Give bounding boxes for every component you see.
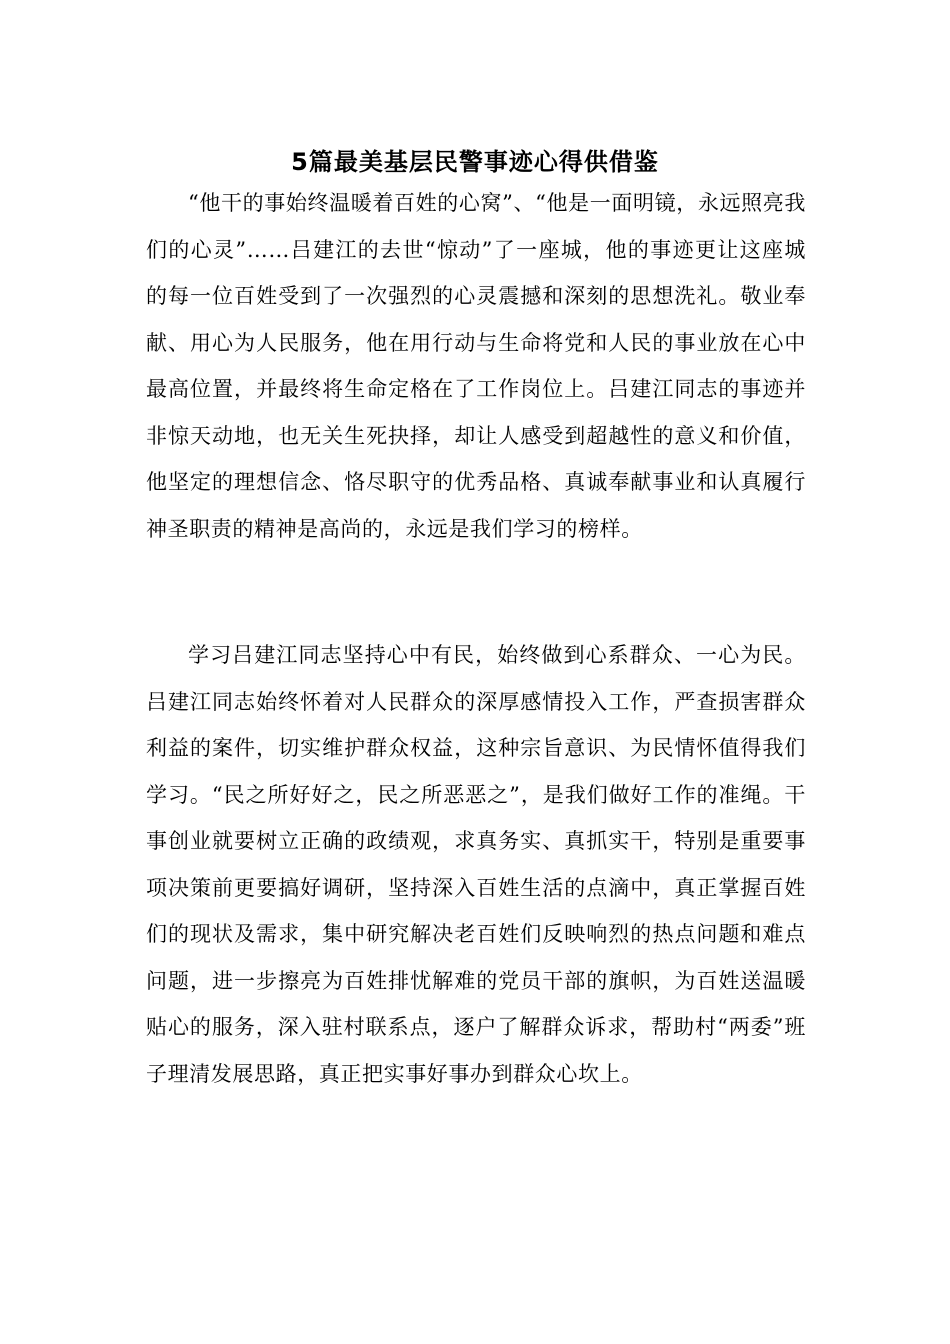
paragraph-1: “他干的事始终温暖着百姓的心窝”、“他是一面明镜，永远照亮我们的心灵”……吕建江的去世“惊动”了一座城，他的事迹更让这座城的每一位百姓受到了一次强烈的心灵震撼和深刻的思想洗礼。敬业奉献、用心为人民服务，他在用行动与生命将党和人民的事业放在心中最高位置，并最终将生命定格在了工作岗位上。吕建江同志的事迹并非惊天动地，也无关生死抉择，却让人感受到超越性的意义和价值，他坚定的理想信念、恪尽职守的优秀品格、真诚奉献事业和认真履行神圣职责的精神是高尚的，永远是我们学习的榜样。 — [146, 191, 806, 541]
paragraph-2: 学习吕建江同志坚持心中有民，始终做到心系群众、一心为民。吕建江同志始终怀着对人民群众的深厚感情投入工作，严查损害群众利益的案件，切实维护群众权益，这种宗旨意识、为民情怀值得我们学习。“民之所好好之，民之所恶恶之”，是我们做好工作的准绳。干事创业就要树立正确的政绩观，求真务实、真抓实干，特别是重要事项决策前更要搞好调研，坚持深入百姓生活的点滴中，真正掌握百姓们的现状及需求，集中研究解决老百姓们反映响烈的热点问题和难点问题，进一步擦亮为百姓排忧解难的党员干部的旗帜，为百姓送温暖贴心的服务，深入驻村联系点，逐户了解群众诉求，帮助村“两委”班子理清发展思路，真正把实事好事办到群众心坎上。 — [146, 643, 806, 1086]
document-title: 5篇最美基层民警事迹心得供借鉴 — [291, 148, 659, 176]
